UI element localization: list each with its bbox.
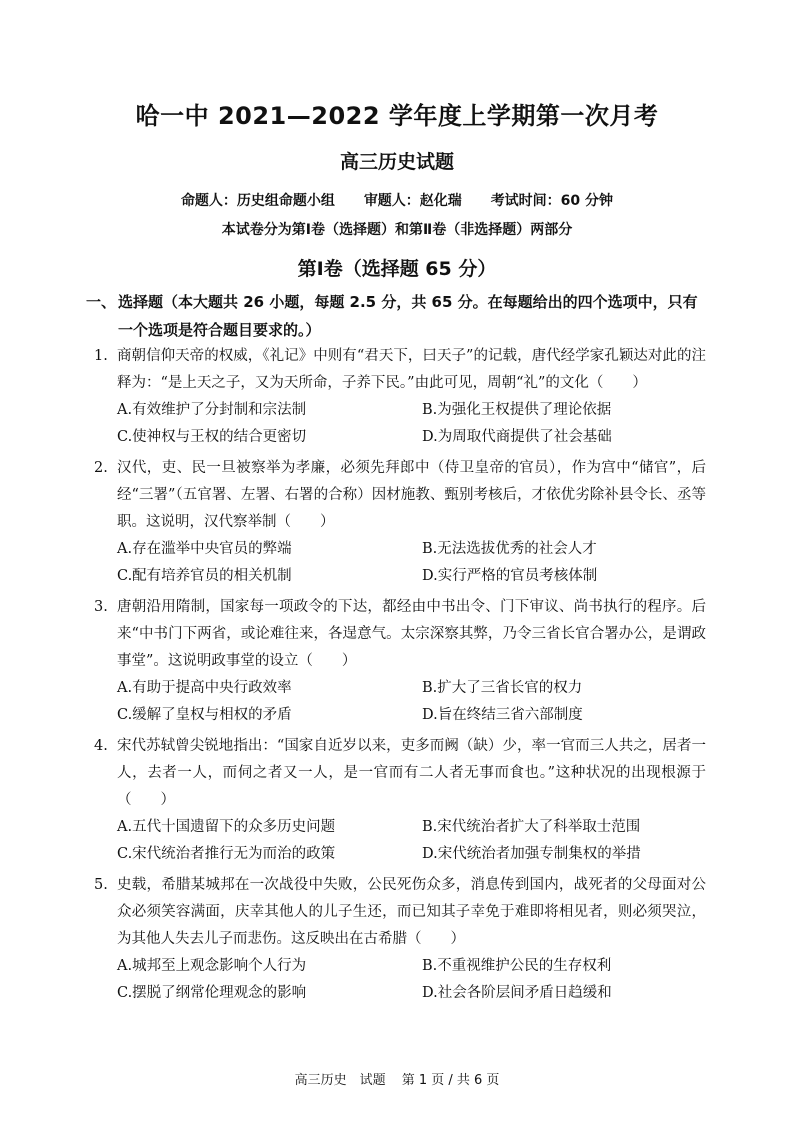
exam-subtitle: 高三历史试题 [339,151,454,173]
question-2 [86,455,706,590]
part-heading [86,288,698,344]
option-b: B.扩大了三省长官的权力 [422,680,583,696]
question-text: 商朝信仰天帝的权威，《礼记》中则有“君天下，曰天子”的记载，唐代经学家孔颖达对此的注释为：“是上天之子，又为天所命，子养下民。”由此可见，周朝“礼”的文化（ ） [117,348,706,391]
question-text: 宋代苏轼曾尖锐地指出：“国家自近岁以来，吏多而阙（缺）少，率一官而三人共之，居者一人，去者一人，而伺之者又一人，是一官而有二人者无事而食也。”这种状况的出现根源于（ ） [117,738,706,808]
option-a: A.存在滥举中央官员的弊端 [117,541,292,557]
question-number: 3. [94,599,108,615]
option-a: A.有效维护了分封制和宗法制 [117,402,307,418]
option-b: B.宋代统治者扩大了科举取士范围 [422,819,641,835]
option-b: B.不重视维护公民的生存权利 [422,958,612,974]
question-number: 1. [94,348,108,364]
page-footer [0,1069,794,1088]
option-d: D.社会各阶层间矛盾日趋缓和 [422,985,612,1001]
question-stem [86,455,706,536]
option-grid [86,953,706,1007]
exam-title: 哈一中 2021—2022 学年度上学期第一次月考 [135,102,659,130]
exam-scope: 本试卷分为第Ⅰ卷（选择题）和第Ⅱ卷（非选择题）两部分 [221,222,573,238]
time-label: 考试时间：60 分钟 [490,193,614,209]
option-b: B.为强化王权提供了理论依据 [422,402,612,418]
question-text: 汉代，吏、民一旦被察举为孝廉，必须先拜郎中（侍卫皇帝的官员），作为宫中“储官”，后经“三署”（五官署、左署、右署的合称）因材施教、甄别考核后，才依优劣除补县令长、丞等职。这说明，汉代察举制（ ） [117,460,706,530]
question-number: 4. [94,738,108,754]
question-3 [86,594,706,729]
part-instructions: 选择题（本大题共 26 小题，每题 2.5 分，共 65 分。在每题给出的四个选项中，只有一个选项是符合题目要求的。） [118,293,698,339]
exam-meta [0,190,794,210]
question-4 [86,733,706,868]
option-c: C.宋代统治者推行无为而治的政策 [117,846,336,862]
option-b: B.无法选拔优秀的社会人才 [422,541,597,557]
option-c: C.缓解了皇权与相权的矛盾 [117,707,292,723]
option-grid [86,397,706,451]
question-list [86,343,706,1011]
option-a: A.城邦至上观念影响个人行为 [117,958,307,974]
option-grid [86,536,706,590]
option-grid [86,675,706,729]
option-d: D.实行严格的官员考核体制 [422,568,598,584]
question-number: 5. [94,877,108,893]
option-a: A.有助于提高中央行政效率 [117,680,292,696]
question-stem [86,872,706,953]
option-d: D.旨在终结三省六部制度 [422,707,583,723]
question-stem [86,733,706,814]
question-number: 2. [94,460,108,476]
option-c: C.使神权与王权的结合更密切 [117,429,307,445]
question-stem [86,343,706,397]
option-d: D.宋代统治者加强专制集权的举措 [422,846,641,862]
part-number: 一、 [86,293,117,311]
reviewer-label: 审题人：赵化瑞 [363,193,462,209]
question-text: 史载，希腊某城邦在一次战役中失败，公民死伤众多，消息传到国内，战死者的父母面对公众必须笑容满面，庆幸其他人的儿子生还，而已知其子幸免于难即将相见者，则必须哭泣，为其他人失去儿子而悲伤。这反映出在古希腊（ ） [117,877,706,947]
footer-subject: 高三历史 试题 [294,1073,386,1088]
question-text: 唐朝沿用隋制，国家每一项政令的下达，都经由中书出令、门下审议、尚书执行的程序。后来“中书门下两省，或论难往来，各逞意气。太宗深察其弊，乃令三省长官合署办公，是谓政事堂”。这说明政事堂的设立（ ） [117,599,706,669]
setter-label: 命题人：历史组命题小组 [180,193,335,209]
option-a: A.五代十国遗留下的众多历史问题 [117,819,336,835]
section-title: 第Ⅰ卷（选择题 65 分） [297,258,497,280]
option-c: C.摆脱了纲常伦理观念的影响 [117,985,307,1001]
question-stem [86,594,706,675]
option-grid [86,814,706,868]
option-d: D.为周取代商提供了社会基础 [422,429,612,445]
question-1 [86,343,706,451]
option-c: C.配有培养官员的相关机制 [117,568,292,584]
footer-page-number: 第 1 页 / 共 6 页 [401,1073,500,1088]
question-5 [86,872,706,1007]
